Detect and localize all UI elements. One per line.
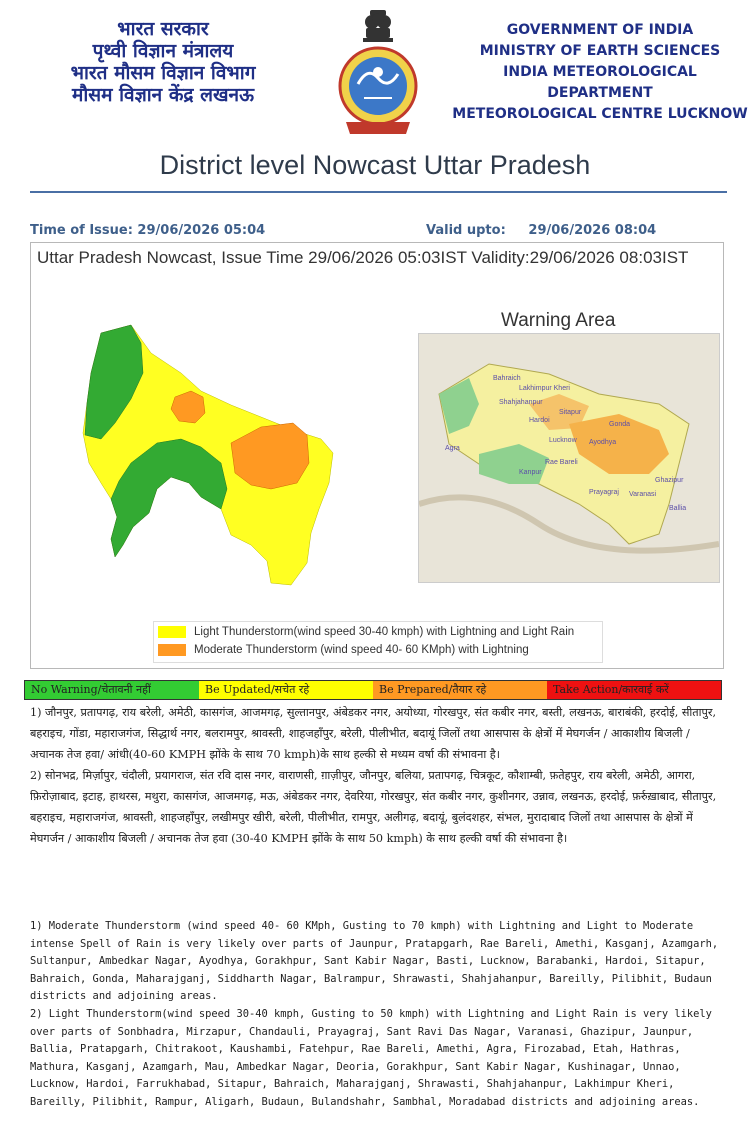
legend-swatch-orange: [158, 644, 186, 656]
bar-take-action: Take Action/कारवाई करें: [547, 681, 721, 699]
legend-label: Light Thunderstorm(wind speed 30-40 kmph) with Lightning and Light Rain: [194, 626, 575, 639]
inset-place-label: Ayodhya: [589, 439, 617, 446]
english-line: MINISTRY OF EARTH SCIENCES: [479, 43, 721, 59]
inset-place-label: Prayagraj: [589, 489, 619, 496]
english-bulletin-item: 1) Moderate Thunderstorm (wind speed 40- 60 KMph, Gusting to 70 kmph) with Lightning and Light to Moderate intense Spell of Rain is very likely over parts of Jaunpur, Pratapgarh, Rae Bareli, Amethi, Kasganj, Azamgarh, Sultanpur, Ambedkar Nagar, Ayodhya, Gorakhpur, Sant Kabir Nagar, Basti, Lucknow, Barabanki, Hardoi, Sitapur, Bahraich, Gonda, Maharajganj, Siddharth Nagar, Balrampur, Shrawasti, Shahjahanpur, Bareilly, Pilibhit, Budaun districts and adjoining areas.: [30, 920, 719, 1003]
inset-place-label: Sitapur: [559, 409, 582, 416]
bar-be-prepared: Be Prepared/तैयार रहे: [373, 681, 547, 699]
hindi-line: मौसम विज्ञान केंद्र लखनऊ: [71, 84, 255, 106]
map-header: Uttar Pradesh Nowcast, Issue Time 29/06/2026 05:03IST Validity:29/06/2026 08:03IST: [37, 248, 689, 267]
hindi-header: [48, 18, 278, 106]
hindi-line: पृथ्वी विज्ञान मंत्रालय: [92, 40, 234, 62]
inset-place-label: Varanasi: [629, 491, 657, 498]
english-header: [452, 20, 748, 125]
imd-emblem-icon: [336, 6, 420, 144]
inset-place-label: Rae Bareli: [545, 459, 578, 466]
legend-item-moderate: [158, 644, 529, 660]
bar-no-warning: No Warning/चेतावनी नहीं: [25, 681, 199, 699]
inset-place-label: Ballia: [669, 505, 687, 512]
english-bulletin-item: 2) Light Thunderstorm(wind speed 30-40 kmph, Gusting to 50 kmph) with Lightning and Light Rain is very likely over parts of Sonbhadra, Mirzapur, Chandauli, Prayagraj, Sant Ravi Das Nagar, Varanasi, Ghazipur, Jaunpur, Ballia, Pratapgarh, Chitrakoot, Kaushambi, Fatehpur, Rae Bareli, Amethi, Agra, Firozabad, Etah, Hathras, Mathura, Kasganj, Azamgarh, Mau, Ambedkar Nagar, Deoria, Gorakhpur, Sant Kabir Nagar, Kushinagar, Unnao, Lucknow, Hardoi, Farrukhabad, Sitapur, Bahraich, Maharajganj, Shrawasti, Shahjahanpur, Lakhimpur Kheri, Bareilly, Pilibhit, Rampur, Aligarh, Budaun, Bulandshahr, Sambhal, Moradabad districts and adjoining areas.: [30, 1007, 712, 1108]
warning-color-bar: [24, 680, 722, 700]
uttar-pradesh-map: [71, 313, 351, 598]
hindi-bulletin: [30, 702, 725, 849]
legend-label: Moderate Thunderstorm (wind speed 40- 60 KMph) with Lightning: [194, 644, 529, 657]
hindi-line: भारत मौसम विज्ञान विभाग: [70, 62, 256, 84]
nowcast-map-panel: [30, 242, 724, 669]
inset-place-label: Lucknow: [549, 437, 577, 444]
warning-area-inset-map: [418, 333, 720, 583]
title-divider: [30, 191, 727, 193]
inset-place-label: Hardoi: [529, 417, 550, 424]
english-line: GOVERNMENT OF INDIA: [506, 22, 694, 38]
legend-item-light: [158, 626, 574, 642]
inset-place-label: Gonda: [609, 421, 631, 428]
inset-place-label: Bahraich: [493, 375, 521, 382]
inset-place-label: Kanpur: [519, 469, 542, 476]
hindi-bulletin-item: 1) जौनपुर, प्रतापगढ़, राय बरेली, अमेठी, कासगंज, आजमगढ़, सुल्तानपुर, अंबेडकर नगर, अयोध्या, गोरखपुर, संत कबीर नगर, बस्ती, लखनऊ, बाराबंकी, हरदोई, सीतापुर, बहराइच, गोंडा, महाराजगंज, सिद्धार्थ नगर, बलरामपुर, श्रावस्ती, शाहजहाँपुर, बरेली, पीलीभीत, बदायूं जिलों तथा आसपास के क्षेत्रों में मेघगर्जन / आकाशीय बिजली / अचानक तेज हवा/ आंधी(40-60 KMPH झोंके के साथ 70 kmph)के साथ हल्की से मध्यम वर्षा की संभावना है।: [30, 706, 717, 761]
warning-area-title: Warning Area: [501, 310, 616, 331]
map-legend: [153, 621, 603, 663]
hindi-line: भारत सरकार: [117, 18, 209, 40]
legend-swatch-yellow: [158, 626, 186, 638]
page-title: District level Nowcast Uttar Pradesh: [159, 150, 591, 180]
inset-place-label: Agra: [445, 445, 460, 452]
inset-place-label: Ghazipur: [655, 477, 684, 484]
bar-be-updated: Be Updated/सचेत रहे: [199, 681, 373, 699]
inset-place-label: Lakhimpur Kheri: [519, 385, 570, 392]
inset-map-graphic: [419, 334, 719, 582]
english-bulletin: [30, 918, 730, 1112]
english-line: INDIA METEOROLOGICAL DEPARTMENT: [503, 64, 697, 101]
time-of-issue: Time of Issue: 29/06/2026 05:04: [30, 223, 266, 238]
inset-place-label: Shahjahanpur: [499, 399, 543, 406]
hindi-bulletin-item: 2) सोनभद्र, मिर्ज़ापुर, चंदौली, प्रयागराज, संत रवि दास नगर, वाराणसी, ग़ाज़ीपुर, जौनपुर, बलिया, प्रतापगढ़, चित्रकूट, कौशाम्बी, फ़तेहपुर, राय बरेली, अमेठी, आगरा, फ़िरोज़ाबाद, इटाह, हाथरस, मथुरा, कासगंज, आजमगढ़, मऊ, अंबेडकर नगर, देवरिया, गोरखपुर, संत कबीर नगर, कुशीनगर, उन्नाव, लखनऊ, हरदोई, फ़र्रुख़ाबाद, सीतापुर, बहराइच, महाराजगंज, श्रावस्ती, शाहजहाँपुर, लखीमपुर खीरी, बरेली, पीलीभीत, रामपुर, अलीगढ़, बदायूं, बुलंदशहर, संभल, मुरादाबाद जिलों तथा आसपास के क्षेत्रों में मेघगर्जन / आकाशीय बिजली / अचानक तेज हवा (30-40 KMPH झोंके के साथ 50 kmph) के साथ हल्की वर्षा की संभावना है।: [30, 769, 717, 845]
valid-upto: Valid upto: 29/06/2026 08:04: [426, 223, 657, 238]
english-line: METEOROLOGICAL CENTRE LUCKNOW: [452, 106, 748, 122]
